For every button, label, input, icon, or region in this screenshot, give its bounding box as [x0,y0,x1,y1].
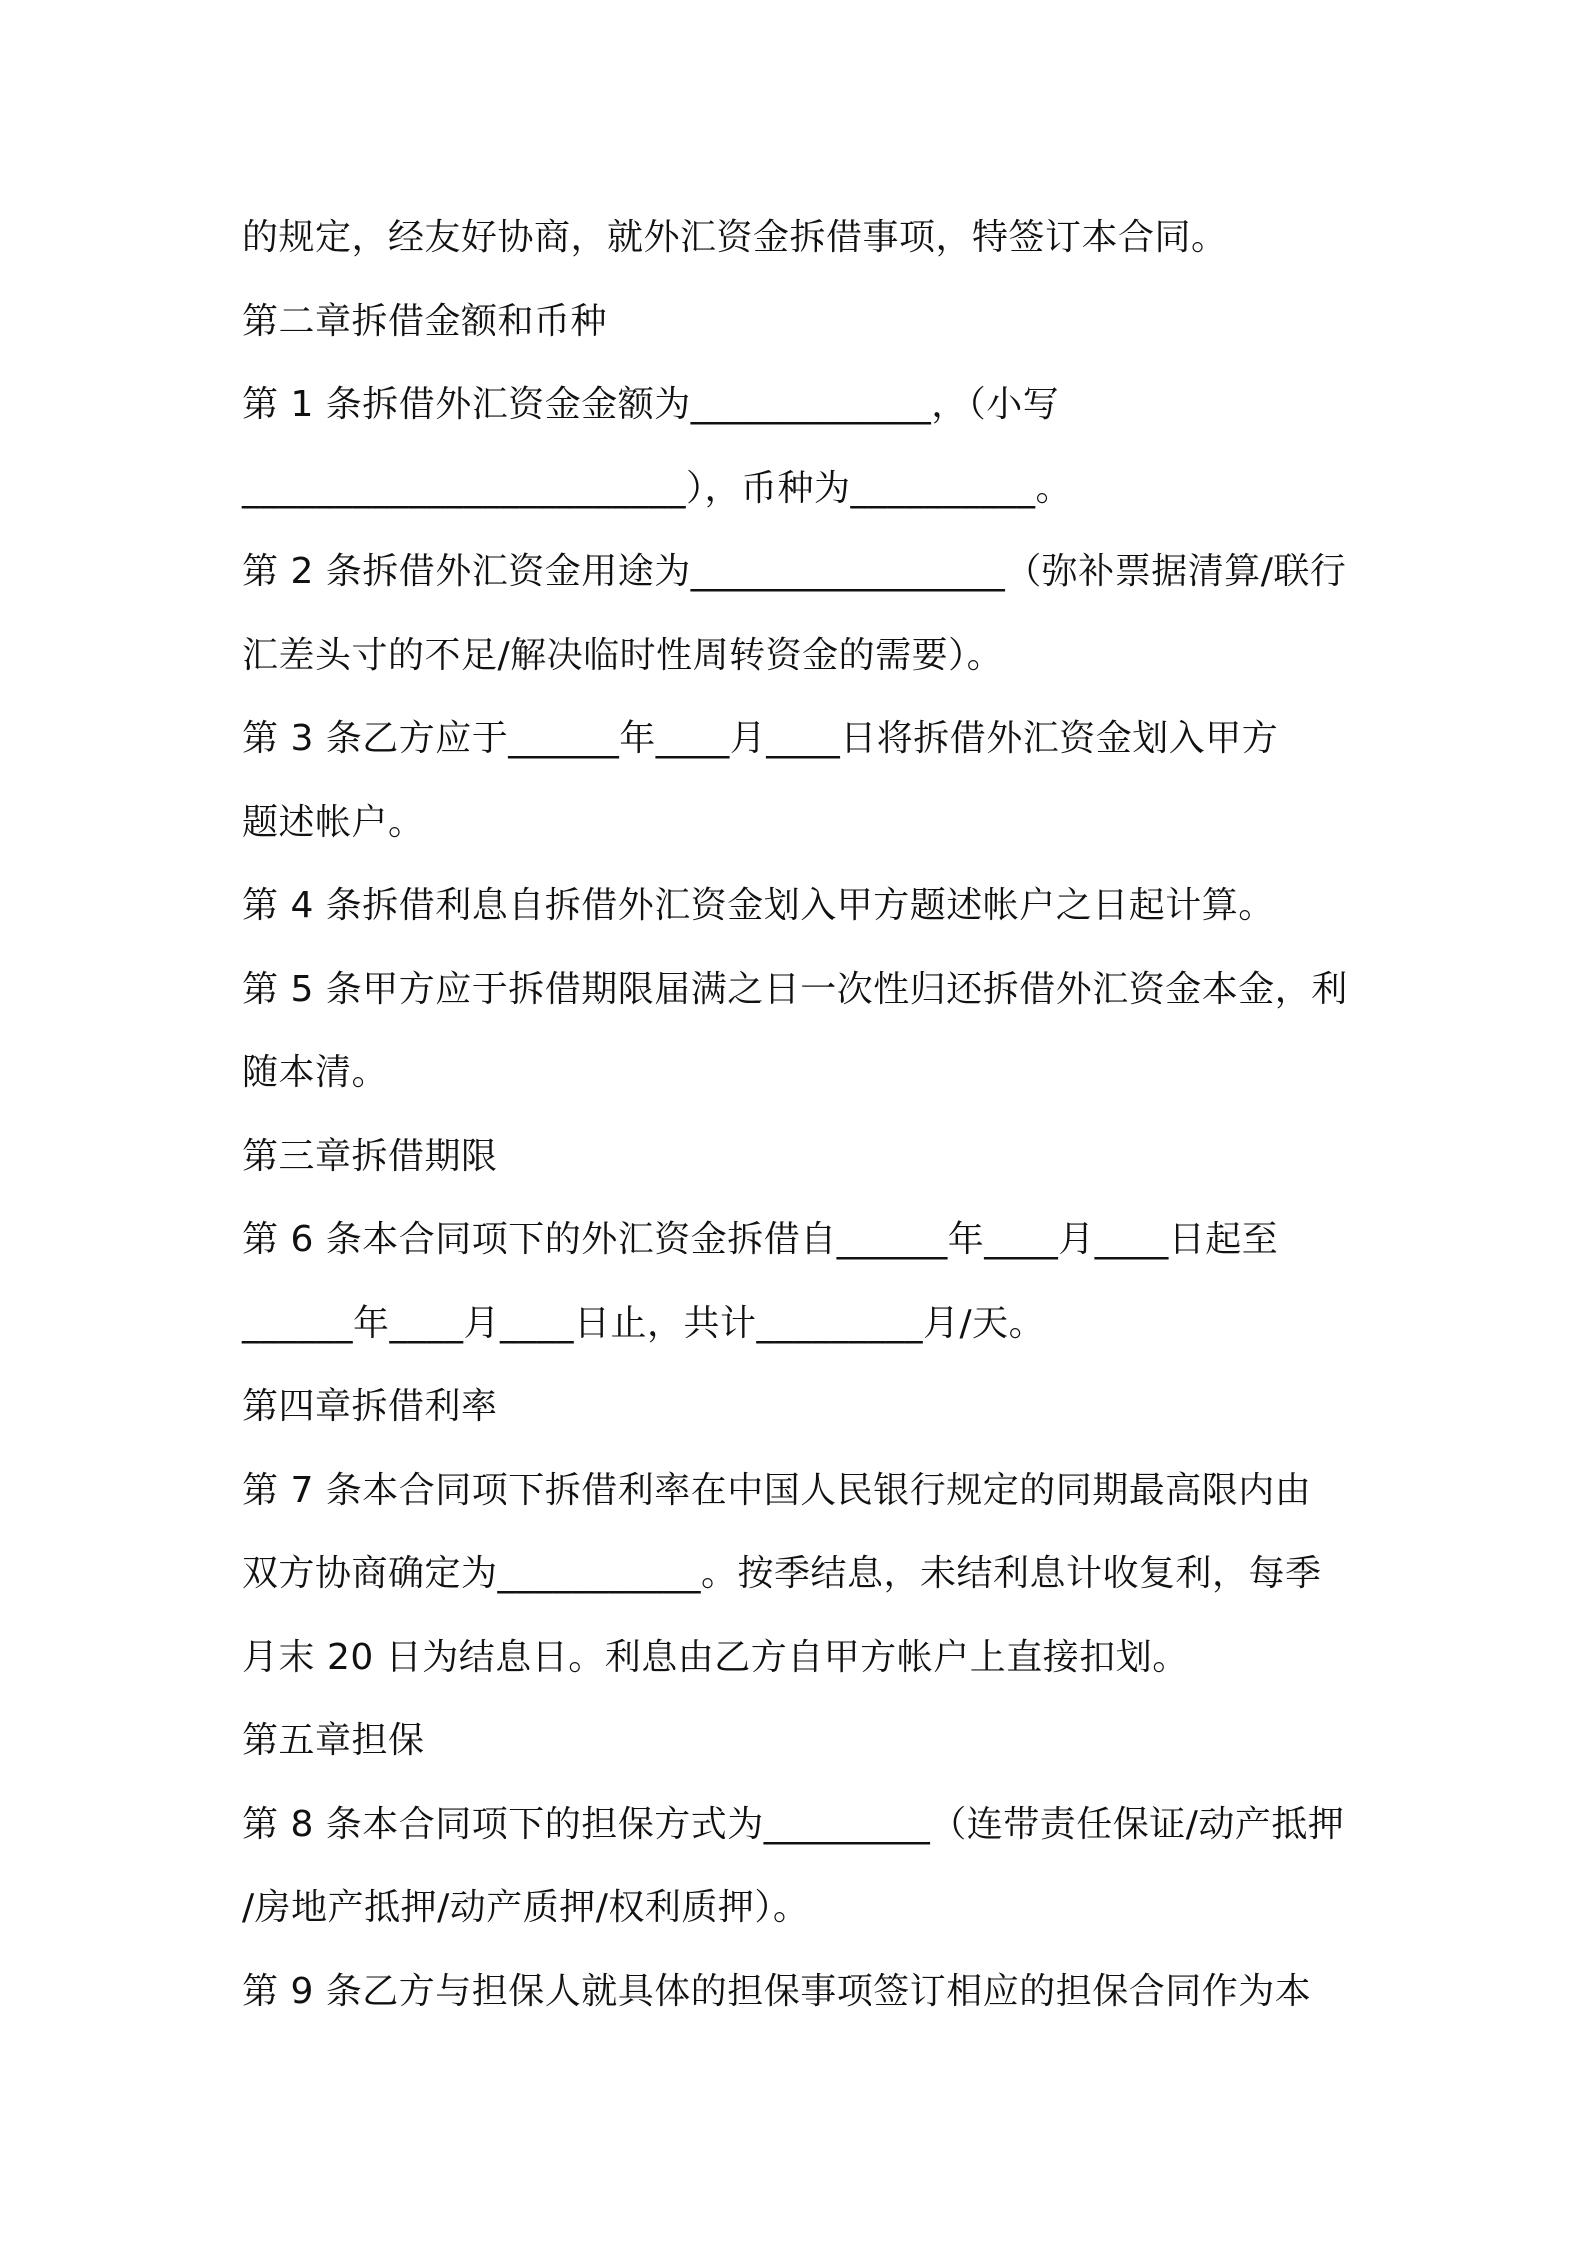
article-line: 第 4 条拆借利息自拆借外汇资金划入甲方题述帐户之日起计算。 [242,885,1275,926]
chapter-heading: 第二章拆借金额和币种 [242,300,608,342]
chapter-heading: 第五章担保 [242,1720,425,1761]
text-line: 双方协商确定为___________。按季结息，未结利息计收复利，每季 [242,1553,1322,1594]
chapter-heading: 第四章拆借利率 [242,1386,498,1427]
text-line: 汇差头寸的不足/解决临时性周转资金的需要）。 [242,634,1004,676]
article-line: 第 7 条本合同项下拆借利率在中国人民银行规定的同期最高限内由 [242,1469,1312,1511]
article-line: 第 5 条甲方应于拆借期限届满之日一次性归还拆借外汇资金本金，利 [242,968,1348,1010]
text-line: ________________________），币种为__________。 [242,467,1073,509]
article-line: 第 8 条本合同项下的担保方式为_________（连带责任保证/动产抵押 [242,1803,1345,1845]
article-line: 第 9 条乙方与担保人就具体的担保事项签订相应的担保合同作为本 [242,1970,1312,2012]
chapter-heading: 第三章拆借期限 [242,1135,498,1177]
text-line: 月末 20 日为结息日。利息由乙方自甲方帐户上直接扣划。 [242,1636,1189,1678]
document-body [242,196,1362,2033]
text-line: 的规定，经友好协商，就外汇资金拆借事项，特签订本合同。 [242,217,1228,258]
article-line: 第 1 条拆借外汇资金金额为_____________，（小写 [242,384,1060,425]
text-line: 题述帐户。 [242,801,425,843]
text-line: /房地产抵押/动产质押/权利质押）。 [242,1887,810,1928]
article-line: 第 2 条拆借外汇资金用途为_________________（弥补票据清算/联行 [242,551,1347,592]
text-line: ______年____月____日止，共计_________月/天。 [242,1302,1046,1344]
article-line: 第 6 条本合同项下的外汇资金拆借自______年____月____日起至 [242,1219,1279,1260]
text-line: 随本清。 [242,1052,389,1093]
article-line: 第 3 条乙方应于______年____月____日将拆借外汇资金划入甲方 [242,718,1279,759]
